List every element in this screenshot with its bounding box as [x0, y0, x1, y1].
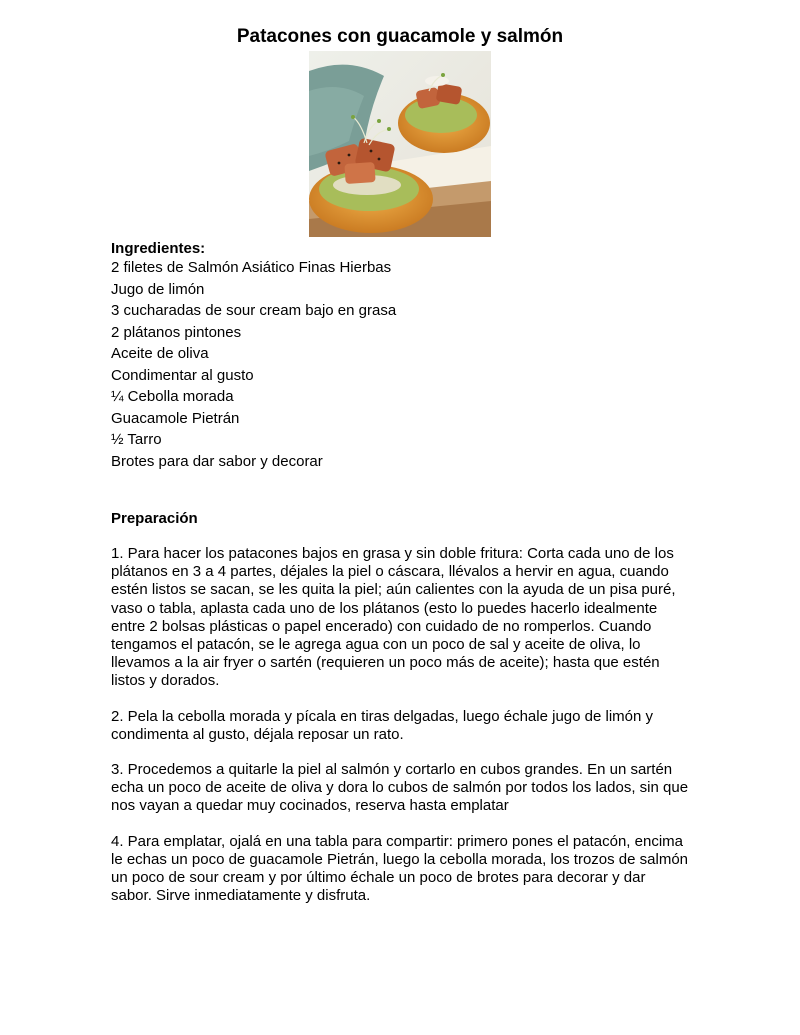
- ingredient-item: Jugo de limón: [111, 280, 205, 298]
- ingredients-list: [111, 258, 711, 473]
- preparation-steps: [111, 545, 689, 922]
- ingredient-item: ¼ Cebolla morada: [111, 388, 234, 405]
- preparation-step: 2. Pela la cebolla morada y pícala en tiras delgadas, luego échale jugo de limón y condimenta al gusto, déjala reposar un rato.: [111, 707, 654, 743]
- preparation-step: 1. Para hacer los patacones bajos en grasa y sin doble fritura: Corta cada uno de los plátanos en 3 a 4 partes, déjales la piel o cáscara, llévalos a hervir en agua, cuando estén listos se sacan, se les quita la piel; aún calientes con la ayuda de un pisa puré, vaso o tabla, aplasta cada uno de los plátanos (esto lo puedes hacerlo idealmente entre 2 bolsas plásticas o papel encerado) con cuidado de no romperlos. Cuando tengamos el patacón, se le agrega agua con un poco de sal y aceite de oliva, lo llevamos a la air fryer o sartén (requieren un poco más de aceite); hasta que estén listos y dorados.: [111, 545, 676, 690]
- ingredient-item: Aceite de oliva: [111, 345, 209, 362]
- ingredients-heading: Ingredientes:: [111, 240, 206, 257]
- ingredients-section: [111, 239, 711, 473]
- ingredient-item: ½ Tarro: [111, 431, 162, 448]
- ingredient-item: Guacamole Pietrán: [111, 409, 240, 427]
- recipe-title: Patacones con guacamole y salmón: [236, 26, 564, 47]
- ingredient-item: 2 filetes de Salmón Asiático Finas Hierbas: [111, 259, 392, 276]
- preparation-step: 3. Procedemos a quitarle la piel al salmón y cortarlo en cubos grandes. En un sartén echa un poco de aceite de oliva y dora lo cubos de salmón por todos los lados, sin que nos vayan a quedar muy cocinados, reserva hasta emplatar: [111, 761, 689, 815]
- ingredient-item: Condimentar al gusto: [111, 366, 254, 384]
- preparation-heading: Preparación: [111, 510, 198, 527]
- preparation-step: 4. Para emplatar, ojalá en una tabla para compartir: primero pones el patacón, encima le echas un poco de guacamole Pietrán, luego la cebolla morada, los trozos de salmón un poco de sour cream y por último échale un poco de brotes para decorar y dar sabor. Sirve inmediatamente y disfruta.: [111, 832, 689, 905]
- ingredient-item: 2 plátanos pintones: [111, 323, 242, 341]
- ingredient-item: 3 cucharadas de sour cream bajo en grasa: [111, 302, 397, 319]
- ingredient-item: Brotes para dar sabor y decorar: [111, 452, 323, 470]
- recipe-photo: [309, 51, 491, 237]
